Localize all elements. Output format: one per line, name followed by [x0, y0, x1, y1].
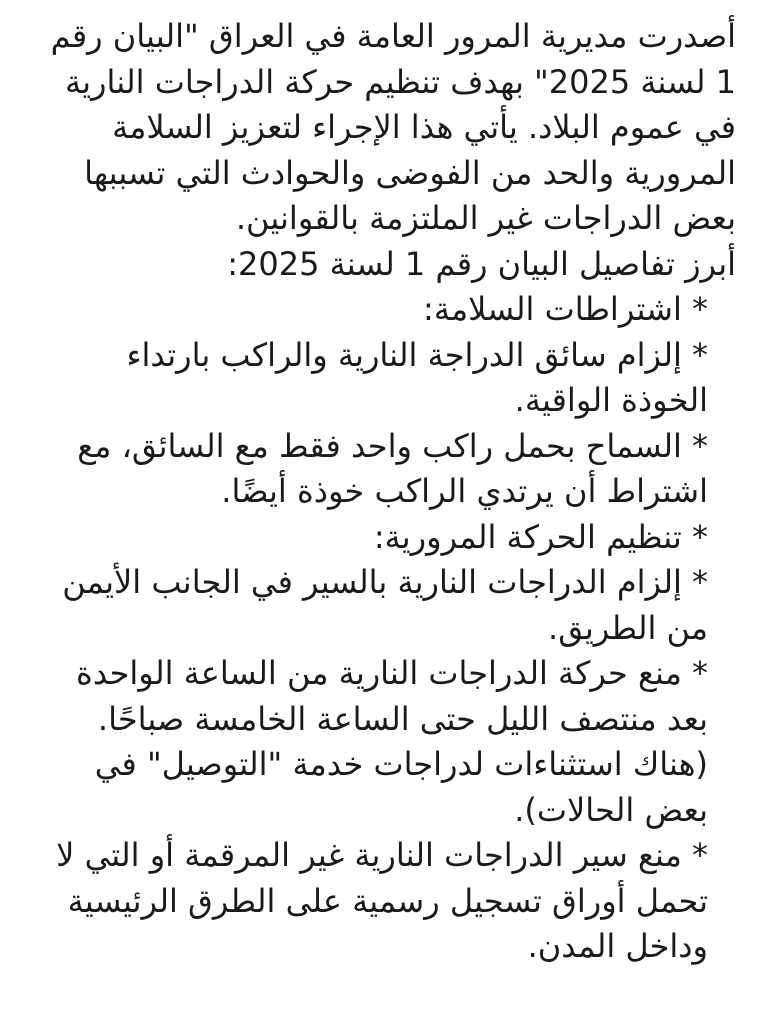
traffic-item-night-ban: * منع حركة الدراجات النارية من الساعة الواحدة بعد منتصف الليل حتى الساعة الخامسة صباحًا. (هناك استثناءات لدراجات خدمة "التوصيل" في بعض الحالات). [76, 654, 708, 829]
safety-heading: * اشتراطات السلامة: [423, 290, 708, 328]
safety-item-helmet: * إلزام سائق الدراجة النارية والراكب بارتداء الخوذة الواقية. [126, 335, 708, 419]
details-heading: أبرز تفاصيل البيان رقم 1 لسنة 2025: [227, 244, 736, 283]
traffic-heading: * تنظيم الحركة المرورية: [373, 517, 708, 556]
traffic-item-unregistered: * منع سير الدراجات النارية غير المرقمة أو التي لا تحمل أوراق تسجيل رسمية على الطرق الرئيسية وداخل المدن. [56, 836, 708, 965]
traffic-item-right-side: * إلزام الدراجات النارية بالسير في الجانب الأيمن من الطريق. [62, 563, 708, 647]
intro-paragraph: أصدرت مديرية المرور العامة في العراق "البيان رقم 1 لسنة 2025" بهدف تنظيم حركة الدراجات النارية في عموم البلاد. يأتي هذا الإجراء لتعزيز السلامة المرورية والحد من الفوضى والحوادث التي تسببها بعض الدراجات غير الملتزمة بالقوانين. [50, 17, 736, 237]
safety-item-passenger: * السماح بحمل راكب واحد فقط مع السائق، مع اشتراط أن يرتدي الراكب خوذة أيضًا. [77, 426, 708, 510]
